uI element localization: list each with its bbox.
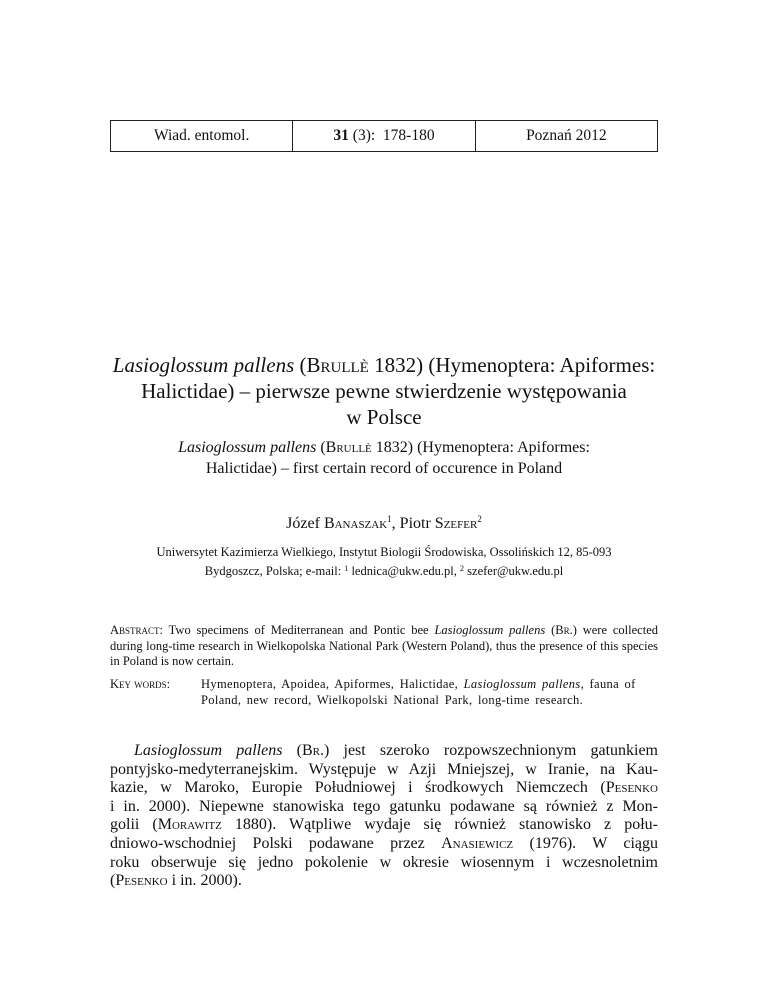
- title-en-line-1: Lasioglossum pallens (Brullè 1832) (Hymenoptera: Apiformes:: [178, 439, 590, 456]
- keywords-label: Key words:: [110, 677, 171, 691]
- journal-header-box: [110, 120, 658, 152]
- body-line-3: kazie, w Maroko, Europie Południowej i środkowych Niemczech (Pesenko: [110, 779, 658, 797]
- article-title-polish: [100, 352, 668, 430]
- author-1-surname: Banaszak: [323, 515, 388, 532]
- volume-cell: [292, 121, 474, 151]
- journal-name: Wiad. entomol.: [153, 127, 250, 144]
- affiliation-line-1: Uniwersytet Kazimierza Wielkiego, Instytut Biologii Środowiska, Ossolińskich 12, 85-093: [156, 545, 612, 559]
- body-line-1: Lasioglossum pallens (Br.) jest szeroko rozpowszechnionym gatunkiem: [134, 742, 659, 759]
- body-paragraph: [110, 742, 658, 891]
- author-2-surname: Szefer: [434, 515, 478, 532]
- body-line-4: i in. 2000). Niepewne stanowiska tego gatunku podawane są również z Mon-: [110, 797, 658, 815]
- affiliation: [100, 545, 668, 579]
- body-line-8: (Pesenko i in. 2000).: [110, 872, 242, 890]
- title-line-3: w Polsce: [346, 405, 422, 429]
- volume-number: 31: [333, 127, 349, 144]
- email-1: lednica@ukw.edu.pl,: [348, 563, 461, 578]
- author-line: Józef Banaszak$^1$, Piotr Szefer$^2$: [286, 514, 482, 532]
- abstract-label: Abstract:: [110, 623, 164, 637]
- body-line-7: roku obserwuje się jedno pokolenie w okresie wiosennym i wczesnoletnim: [110, 853, 658, 871]
- body-line-6: dniowo-wschodniej Polski podawane przez Anasiewicz (1976). W ciągu: [110, 834, 658, 852]
- affiliation-line-2: Bydgoszcz, Polska; e-mail: $^1$ lednica@ukw.edu.pl, $^2$ szefer@ukw.edu.pl: [204, 563, 564, 578]
- title-line-1: Lasioglossum pallens (Brullè 1832) (Hymenoptera: Apiformes:: [112, 353, 656, 377]
- keywords-text: Hymenoptera, Apoidea, Apiformes, Halictidae, Lasioglossum pallens, fauna of Poland, new record, Wielkopolski National Park, long-time research.: [201, 677, 642, 707]
- place-year: Poznań 2012: [526, 127, 607, 144]
- body-line-5: golii (Morawitz 1880). Wątpliwe wydaje się również stanowisko z połu-: [110, 816, 658, 834]
- email-2: szefer@ukw.edu.pl: [464, 563, 564, 578]
- title-en-line-2: Halictidae) – first certain record of occurence in Poland: [205, 460, 563, 477]
- place-year-cell: [475, 121, 657, 151]
- article-title-english: [100, 437, 668, 479]
- journal-name-cell: [111, 121, 292, 151]
- body-line-2: pontyjsko-medyterranejskim. Występuje w Azji Mniejszej, w Iranie, na Kau-: [110, 760, 658, 778]
- issue-pages: (3): 178-180: [348, 127, 435, 144]
- title-line-2: Halictidae) – pierwsze pewne stwierdzenie występowania: [141, 379, 627, 403]
- abstract: Abstract: Two specimens of Mediterranean and Pontic bee Lasioglossum pallens (Br.) were collected during long-time research in Wielkopolska National Park (Western Poland), thus the presence of this species in Poland is now certain.: [110, 623, 662, 668]
- keywords: [110, 677, 658, 708]
